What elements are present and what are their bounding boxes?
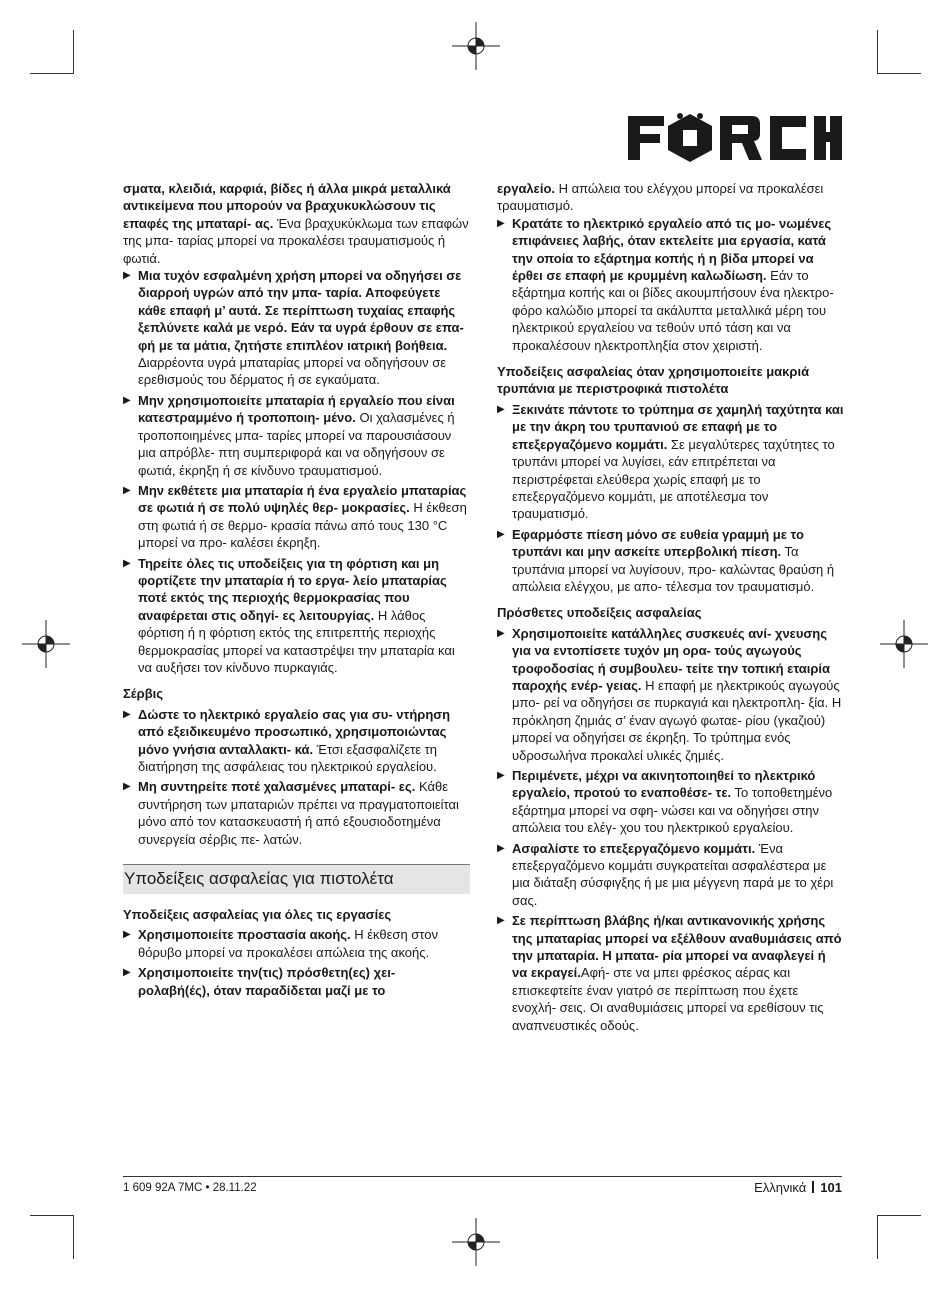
- bold-text: Σε περίπτωση βλάβης ή/και αντικανονικής χρήσης της μπαταρίας μπορεί να εξέλθουν αναθυμιάσεις από την μπαταρία. Η μπατα- ρία μπορεί να αναφλεγεί ή να εκραγεί.: [512, 913, 842, 981]
- body-text: Έτσι εξασφαλίζετε τη διατήρηση της ασφάλειας του ηλεκτρικού εργαλείου.: [138, 741, 438, 774]
- subheading: Υποδείξεις ασφαλείας όταν χρησιμοποιείτε μακριά τρυπάνια με περιστροφικά πιστολέτα: [497, 364, 810, 397]
- bullet-item: [123, 267, 470, 389]
- bold-text: Περιμένετε, μέχρι να ακινητοποιηθεί το ηλεκτρικό εργαλείο, προτού το εναποθέσε- τε.: [512, 768, 816, 801]
- bold-text: Τηρείτε όλες τις υποδείξεις για τη φόρτιση και μη φορτίζετε την μπαταρία ή το εργα- λείο μπαταρίας ποτέ εκτός της περιοχής θερμοκρασίας που αναφέρεται στις οδηγί- ες λειτουργίας.: [138, 555, 447, 623]
- body-text: Τα τρυπάνια μπορεί να λυγίσουν, προ- καλώντας θραύση ή απώλεια ελέγχου, με απο- τέλεσμα τον τραυματισμό.: [512, 544, 835, 594]
- body-text: Το τοποθετημένο εξάρτημα μπορεί να σφη- νώσει και να οδηγήσει στην απώλεια του ελέγ- χου του ηλεκτρικού εργαλείου.: [512, 785, 833, 836]
- bold-text: Μη συντηρείτε ποτέ χαλασμένες μπαταρί- ες.: [138, 779, 416, 795]
- body-text: Εάν το εξάρτημα κοπής και οι βίδες ακουμπήσουν ένα ηλεκτρο- φόρο καλώδιο μπορεί τα ακάλυπτα μεταλλικά μέρη του ηλεκτρικού εργαλείου να τεθούν υπό τάση και να προκαλέσουν ηλεκτροπληξία στον χειριστή.: [512, 268, 834, 353]
- bold-text: Δώστε το ηλεκτρικό εργαλείο σας για συ- ντήρηση από εξειδικευμένο προσωπικό, χρησιμοποιώντας μόνο γνήσια ανταλλακτι- κά.: [138, 706, 451, 757]
- body-text: Οι χαλασμένες ή τροποποιημένες μπα- ταρίες μπορεί να παρουσιάσουν μια απρόβλε- πτη συμπεριφορά και να οδηγήσουν σε φωτιά, έκρηξη ή σε κίνδυνο τραυματισμού.: [138, 410, 455, 478]
- bullet-item: [497, 401, 844, 523]
- subheading: Σέρβις: [123, 686, 164, 702]
- footer-language: Ελληνικά: [754, 1180, 807, 1195]
- bold-text: Ασφαλίστε το επεξεργαζόμενο κομμάτι.: [512, 840, 756, 856]
- bullet-item: [123, 778, 470, 848]
- footer-rule: [123, 1176, 842, 1177]
- body-text: Αφή- στε να μπει φρέσκος αέρας και επισκεφτείτε έναν γιατρό σε περίπτωση που έχετε ενοχλή- σεις. Οι αναθυμιάσεις μπορεί να ερεθίσουν τις αναπνευστικές οδούς.: [512, 965, 824, 1033]
- page-number: 101: [820, 1180, 842, 1195]
- bullet-arrow-icon: ▶: [497, 627, 505, 639]
- footer-page-info: [754, 1180, 842, 1196]
- registration-mark-top: [452, 22, 500, 70]
- bold-text: Κρατάτε το ηλεκτρικό εργαλείο από τις μο- νωμένες επιφάνειες λαβής, όταν εκτελείτε μια εργασία, κατά την οποία το εξάρτημα κοπής ή η βίδα μπορεί να έρθει σε επαφή με κρυμμένη καλωδίωση.: [512, 215, 832, 284]
- bold-text: Μια τυχόν εσφαλμένη χρήση μπορεί να οδηγήσει σε διαρροή υγρών από την μπα- ταρία. Αποφεύγετε κάθε επαφή μ’ αυτά. Σε περίπτωση τυχαίας επαφής ξεπλύνετε καλά με νερό. Εάν τα υγρά έρθουν σε επα- φή με τα μάτια, ζητήστε επιπλέον ιατρική βοήθεια.: [138, 268, 464, 353]
- subheading: Πρόσθετες υποδείξεις ασφαλείας: [497, 605, 702, 621]
- bullet-item: [123, 392, 470, 479]
- bullet-item: [497, 526, 844, 596]
- bullet-arrow-icon: ▶: [123, 557, 131, 569]
- continued-paragraph: [123, 180, 470, 267]
- bullet-arrow-icon: ▶: [497, 842, 505, 854]
- body-text: Κάθε συντήρηση των μπαταριών πρέπει να πραγματοποιείται μόνο από τον κατασκευαστή ή από εξουσιοδοτημένα συνεργεία σέρβις πε- λατών.: [138, 779, 459, 847]
- bold-text: Χρησιμοποιείτε προστασία ακοής.: [138, 927, 351, 943]
- bullet-arrow-icon: ▶: [123, 781, 131, 793]
- bullet-arrow-icon: ▶: [497, 528, 505, 540]
- bullet-arrow-icon: ▶: [497, 403, 505, 415]
- body-text: Η απώλεια του ελέγχου μπορεί να προκαλέσει τραυματισμό.: [497, 181, 824, 214]
- body-text: Διαρρέοντα υγρά μπαταρίας μπορεί να οδηγήσουν σε ερεθισμούς του δέρματος ή σε εγκαύματα.: [138, 355, 447, 388]
- bold-text: Μην εκθέτετε μια μπαταρία ή ένα εργαλείο μπαταρίας σε φωτιά ή σε πολύ υψηλές θερ- μοκρασίες.: [138, 482, 467, 516]
- bullet-item: [123, 706, 470, 776]
- body-text: Η έκθεση στη φωτιά ή σε θερμο- κρασία πάνω από τους 130 °C μπορεί να προ- καλέσει έκρηξη.: [138, 500, 467, 551]
- bullet-item: [123, 926, 470, 961]
- bullet-item: [497, 840, 844, 910]
- subheading: Υποδείξεις ασφαλείας για όλες τις εργασίες: [123, 907, 392, 923]
- bullet-arrow-icon: ▶: [123, 967, 131, 979]
- right-column: [497, 180, 844, 1037]
- bullet-arrow-icon: ▶: [123, 270, 131, 282]
- body-text: Ένα επεξεργαζόμενο κομμάτι συγκρατείται ασφαλέστερα με μια διάταξη σύσφιγξης ή με μια μέγγενη παρά με το χέρι σας.: [512, 840, 834, 908]
- body-text: Η λάθος φόρτιση ή η φόρτιση εκτός της επιτρεπτής περιοχής θερμοκρασίας μπορεί να καταστρέψει την μπαταρία και να αυξήσει τον κίνδυνο πυρκαγιάς.: [138, 607, 455, 675]
- bullet-arrow-icon: ▶: [123, 484, 131, 496]
- bold-text: Χρησιμοποιείτε κατάλληλες συσκευές ανί- χνευσης για να εντοπίσετε τυχόν μη ορα- τούς αγωγούς τροφοδοσίας ή συμβουλευ- τείτε την τοπική εταιρία παροχής ενέρ- γειας.: [512, 625, 831, 693]
- bullet-arrow-icon: ▶: [123, 929, 131, 941]
- bullet-item: [123, 555, 470, 677]
- bold-text: εργαλείο.: [497, 181, 555, 196]
- bold-text: σματα, κλειδιά, καρφιά, βίδες ή άλλα μικρά μεταλλικά αντικείμενα που μπορούν να βραχυκυκλώσουν τις επαφές της μπαταρί- ας.: [123, 181, 451, 231]
- bold-text: Ξεκινάτε πάντοτε το τρύπημα σε χαμηλή ταχύτητα και με την άκρη του τρυπανιού σε επαφή με το επεξεργαζόμενο κομμάτι.: [512, 401, 844, 452]
- body-text: Η έκθεση στον θόρυβο μπορεί να προκαλέσει απώλεια της ακοής.: [138, 927, 438, 960]
- bullet-arrow-icon: ▶: [123, 708, 131, 720]
- bullet-item: [497, 767, 844, 837]
- bullet-arrow-icon: ▶: [497, 770, 505, 781]
- bold-text: Χρησιμοποιείτε την(τις) πρόσθετη(ες) χει- ρολαβή(ές), όταν παραδίδεται μαζί με το: [138, 965, 396, 998]
- footer-separator: [812, 1181, 814, 1193]
- registration-mark-left: [22, 620, 70, 668]
- bold-text: Μην χρησιμοποιείτε μπαταρία ή εργαλείο που είναι κατεστραμμένο ή τροποποιη- μένο.: [138, 392, 455, 426]
- body-text: Σε μεγαλύτερες ταχύτητες το τρυπάνι μπορεί να λυγίσει, εάν επιτρέπεται να περιστρέφεται ελεύθερα χωρίς επαφή με το επεξεργαζόμενο κομμάτι, με αποτέλεσμα τον τραυματισμό.: [512, 436, 835, 522]
- continued-paragraph: [497, 180, 844, 215]
- left-column: [123, 180, 470, 1002]
- bullet-arrow-icon: ▶: [497, 217, 505, 229]
- body-text: Η επαφή με ηλεκτρικούς αγωγούς μπο- ρεί να οδηγήσει σε πυρκαγιά και ηλεκτροπλη- ξία. Η πρόκληση ζημιάς σ’ έναν αγωγό φωταε- ρίου (γκαζιού) μπορεί να οδηγήσει σε έκρηξη. Το τρύπημα ενός υδροσωλήνα προκαλεί υλικές ζημιές.: [512, 677, 842, 763]
- bullet-arrow-icon: ▶: [497, 915, 505, 927]
- bullet-item: [123, 482, 470, 552]
- bullet-arrow-icon: ▶: [123, 394, 131, 406]
- bold-text: Εφαρμόστε πίεση μόνο σε ευθεία γραμμή με το τρυπάνι και μην ασκείτε υπερβολική πίεση.: [512, 526, 804, 560]
- bullet-item: [497, 625, 844, 764]
- section-heading: Υποδείξεις ασφαλείας για πιστολέτα: [123, 864, 470, 894]
- registration-mark-bottom: [452, 1218, 500, 1266]
- forch-logo: [628, 112, 842, 162]
- bullet-item: [123, 964, 470, 999]
- registration-mark-right: [880, 620, 928, 668]
- body-text: Ένα βραχυκύκλωμα των επαφών της μπα- ταρίας μπορεί να προκαλέσει τραυματισμούς ή φωτιά.: [123, 215, 469, 266]
- bullet-item: [497, 912, 844, 1034]
- footer-code: 1 609 92A 7MC • 28.11.22: [123, 1182, 257, 1194]
- bullet-item: [497, 215, 844, 354]
